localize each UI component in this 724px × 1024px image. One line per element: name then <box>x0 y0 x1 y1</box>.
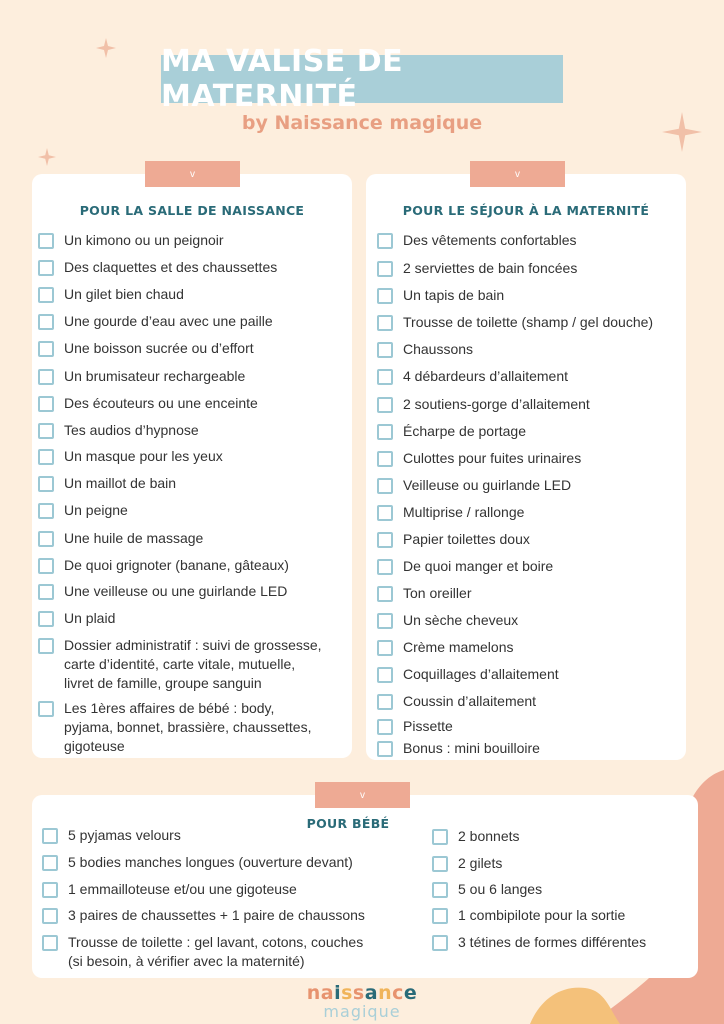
checkbox[interactable] <box>38 396 54 412</box>
checklist-item-label: Pissette <box>403 718 453 734</box>
checklist-item[interactable] <box>42 853 427 872</box>
checklist-item[interactable] <box>432 880 692 899</box>
checklist-item-label: 2 gilets <box>458 855 503 871</box>
card-tab <box>470 161 565 187</box>
checkbox[interactable] <box>42 855 58 871</box>
logo-letter: c <box>392 982 404 1004</box>
checklist-item-label: Une gourde d’eau avec une paille <box>64 313 273 329</box>
checklist-item-label: Coussin d’allaitement <box>403 693 537 709</box>
checklist-item[interactable] <box>377 665 683 684</box>
checklist-item-label: Un tapis de bain <box>403 287 505 303</box>
checklist-item[interactable] <box>38 447 348 466</box>
checklist-item-label: Veilleuse ou guirlande LED <box>403 477 572 493</box>
checkbox[interactable] <box>432 935 448 951</box>
checklist-item-label: Une veilleuse ou une guirlande LED <box>64 583 288 599</box>
chevron-down-icon: v <box>190 168 195 180</box>
checkbox[interactable] <box>377 559 393 575</box>
checklist-item-label: 2 serviettes de bain foncées <box>403 260 578 276</box>
checkbox[interactable] <box>377 342 393 358</box>
section-title-bebe: POUR BÉBÉ <box>306 816 390 831</box>
checklist-item-label: Un maillot de bain <box>64 475 177 491</box>
checkbox[interactable] <box>377 288 393 304</box>
checklist-item-label: Un kimono ou un peignoir <box>64 232 224 248</box>
checklist-item[interactable] <box>377 638 683 657</box>
checklist-item-label: Dossier administratif : suivi de grossesse, carte d’identité, carte vitale, mutuelle, livret de famille, groupe sanguin <box>64 637 322 691</box>
checklist-item[interactable] <box>377 286 683 305</box>
sparkle-icon <box>38 148 56 166</box>
checkbox[interactable] <box>38 611 54 627</box>
checkbox[interactable] <box>377 261 393 277</box>
checklist-item[interactable] <box>38 421 348 440</box>
checklist-item[interactable] <box>42 826 427 845</box>
logo-letter: n <box>306 982 321 1004</box>
checklist-item[interactable] <box>38 339 348 358</box>
checklist-item[interactable] <box>377 611 683 630</box>
checklist-item-label: Des claquettes et des chaussettes <box>64 259 278 275</box>
checklist-item[interactable] <box>38 312 348 331</box>
checklist-item-label: Crème mamelons <box>403 639 514 655</box>
checklist-item[interactable] <box>377 449 683 468</box>
checklist-item-label: De quoi grignoter (banane, gâteaux) <box>64 557 289 573</box>
checklist-item-label: De quoi manger et boire <box>403 558 554 574</box>
checkbox[interactable] <box>432 829 448 845</box>
checkbox[interactable] <box>38 287 54 303</box>
checklist-item[interactable] <box>38 231 348 250</box>
checklist-item-label: Ton oreiller <box>403 585 472 601</box>
checklist-item[interactable] <box>377 503 683 522</box>
checklist-item[interactable] <box>377 557 683 576</box>
logo-letter: a <box>320 982 335 1004</box>
checklist-item-label: 2 soutiens-gorge d’allaitement <box>403 396 590 412</box>
checkbox[interactable] <box>377 719 393 735</box>
checklist-item-label: Chaussons <box>403 341 474 357</box>
page-subtitle: by Naissance magique <box>241 112 483 134</box>
checkbox[interactable] <box>38 503 54 519</box>
checklist-item-label: Trousse de toilette : gel lavant, cotons, couches (si besoin, à vérifier avec la maternité) <box>68 934 364 969</box>
checklist-item[interactable] <box>377 584 683 603</box>
checklist-item[interactable] <box>377 340 683 359</box>
checklist-item-label: Un brumisateur rechargeable <box>64 368 246 384</box>
checklist-item[interactable] <box>432 906 692 925</box>
checklist-item[interactable] <box>377 476 683 495</box>
checklist-item[interactable] <box>38 699 348 756</box>
sparkle-icon <box>96 38 116 58</box>
checkbox[interactable] <box>38 314 54 330</box>
checklist-item-label: 5 ou 6 langes <box>458 881 543 897</box>
page-title: MA VALISE DE MATERNITÉ <box>161 44 404 114</box>
checkbox[interactable] <box>377 667 393 683</box>
checkbox[interactable] <box>432 882 448 898</box>
checkbox[interactable] <box>377 694 393 710</box>
checklist-item-label: 1 combipilote pour la sortie <box>458 907 626 923</box>
checkbox[interactable] <box>42 935 58 951</box>
checklist-item-label: Bonus : mini bouilloire <box>403 740 540 756</box>
checkbox[interactable] <box>432 908 448 924</box>
checkbox[interactable] <box>38 260 54 276</box>
checklist-item-label: 1 emmailloteuse et/ou une gigoteuse <box>68 881 297 897</box>
checkbox[interactable] <box>377 233 393 249</box>
chevron-down-icon: v <box>515 168 520 180</box>
checklist-item[interactable] <box>38 394 348 413</box>
checkbox[interactable] <box>377 741 393 757</box>
checklist-item-label: Un masque pour les yeux <box>64 448 223 464</box>
checklist-item[interactable] <box>377 530 683 549</box>
checklist-item[interactable] <box>377 422 683 441</box>
checklist-item[interactable] <box>42 906 427 925</box>
checklist-item[interactable] <box>377 692 683 711</box>
checklist-item[interactable] <box>38 556 348 575</box>
checklist-item-label: Les 1ères affaires de bébé : body, pyjama, bonnet, brassière, chaussettes, gigoteuse <box>64 700 312 754</box>
logo-letter: a <box>364 982 379 1004</box>
checklist-item[interactable] <box>377 395 683 414</box>
checklist-item[interactable] <box>377 717 683 736</box>
checklist-item[interactable] <box>38 285 348 304</box>
logo-letter: i <box>334 982 342 1004</box>
checkbox[interactable] <box>377 640 393 656</box>
logo-letter: n <box>378 982 393 1004</box>
checklist-item[interactable] <box>377 367 683 386</box>
checkbox[interactable] <box>377 424 393 440</box>
checkbox[interactable] <box>38 638 54 654</box>
checkbox[interactable] <box>377 397 393 413</box>
checkbox[interactable] <box>42 908 58 924</box>
checklist-item[interactable] <box>38 474 348 493</box>
checklist-item[interactable] <box>38 609 348 628</box>
logo-letter: s <box>352 982 365 1004</box>
checkbox[interactable] <box>38 449 54 465</box>
checklist-item-label: 5 pyjamas velours <box>68 827 181 843</box>
checkbox[interactable] <box>38 531 54 547</box>
checkbox[interactable] <box>38 584 54 600</box>
chevron-down-icon: v <box>360 789 365 801</box>
checklist-item-label: Des vêtements confortables <box>403 232 577 248</box>
checklist-item-label: Tes audios d’hypnose <box>64 422 199 438</box>
checklist-item-label: Coquillages d’allaitement <box>403 666 559 682</box>
checklist-item[interactable] <box>38 501 348 520</box>
checkbox[interactable] <box>38 233 54 249</box>
checklist-item-label: Un sèche cheveux <box>403 612 519 628</box>
checklist-item[interactable] <box>38 529 348 548</box>
checklist-item-label: Un gilet bien chaud <box>64 286 184 302</box>
checkbox[interactable] <box>38 423 54 439</box>
checkbox[interactable] <box>377 586 393 602</box>
card-tab <box>145 161 240 187</box>
checkbox[interactable] <box>38 476 54 492</box>
checkbox[interactable] <box>432 856 448 872</box>
checklist-item-label: 3 tétines de formes différentes <box>458 934 647 950</box>
checklist-item-label: 3 paires de chaussettes + 1 paire de chaussons <box>68 907 365 923</box>
checkbox[interactable] <box>38 558 54 574</box>
logo-subtext: magique <box>323 1002 401 1021</box>
checklist-item-label: Des écouteurs ou une enceinte <box>64 395 258 411</box>
checklist-item[interactable] <box>38 636 348 693</box>
checkbox[interactable] <box>377 478 393 494</box>
checklist-item[interactable] <box>38 367 348 386</box>
checklist-item[interactable] <box>38 582 348 601</box>
checklist-item[interactable] <box>38 258 348 277</box>
checkbox[interactable] <box>377 315 393 331</box>
section-title-sejour: POUR LE SÉJOUR À LA MATERNITÉ <box>402 203 650 218</box>
checklist-item-label: Un plaid <box>64 610 116 626</box>
logo-letter: e <box>403 982 418 1004</box>
section-title-naissance: POUR LA SALLE DE NAISSANCE <box>79 203 305 218</box>
checklist-item[interactable] <box>42 933 427 971</box>
checklist-item-label: 5 bodies manches longues (ouverture devant) <box>68 854 353 870</box>
checkbox[interactable] <box>377 505 393 521</box>
title-banner <box>161 44 563 114</box>
checklist-item-label: Culottes pour fuites urinaires <box>403 450 582 466</box>
checklist-item-label: 2 bonnets <box>458 828 520 844</box>
checklist-item[interactable] <box>377 259 683 278</box>
checklist-item[interactable] <box>432 933 692 952</box>
checklist-item-label: Multiprise / rallonge <box>403 504 525 520</box>
checkbox[interactable] <box>42 882 58 898</box>
checkbox[interactable] <box>38 341 54 357</box>
checklist-item[interactable] <box>432 827 692 846</box>
checklist-item-label: 4 débardeurs d’allaitement <box>403 368 568 384</box>
checkbox[interactable] <box>377 613 393 629</box>
checkbox[interactable] <box>377 532 393 548</box>
checklist-item[interactable] <box>432 854 692 873</box>
logo-letter: s <box>341 982 353 1004</box>
checkbox[interactable] <box>377 451 393 467</box>
checklist-item[interactable] <box>377 739 683 758</box>
checklist-item-label: Trousse de toilette (shamp / gel douche) <box>403 314 654 330</box>
checklist-item-label: Une huile de massage <box>64 530 204 546</box>
checkbox[interactable] <box>38 369 54 385</box>
logo <box>0 982 724 1004</box>
checkbox[interactable] <box>38 701 54 717</box>
checklist-item[interactable] <box>377 231 683 250</box>
checklist-item-label: Écharpe de portage <box>403 423 526 439</box>
checkbox[interactable] <box>377 369 393 385</box>
checklist-item[interactable] <box>42 880 427 899</box>
checklist-item-label: Un peigne <box>64 502 128 518</box>
checklist-item-label: Papier toilettes doux <box>403 531 530 547</box>
checkbox[interactable] <box>42 828 58 844</box>
checklist-item[interactable] <box>377 313 683 332</box>
checklist-item-label: Une boisson sucrée ou d’effort <box>64 340 254 356</box>
card-tab <box>315 782 410 808</box>
